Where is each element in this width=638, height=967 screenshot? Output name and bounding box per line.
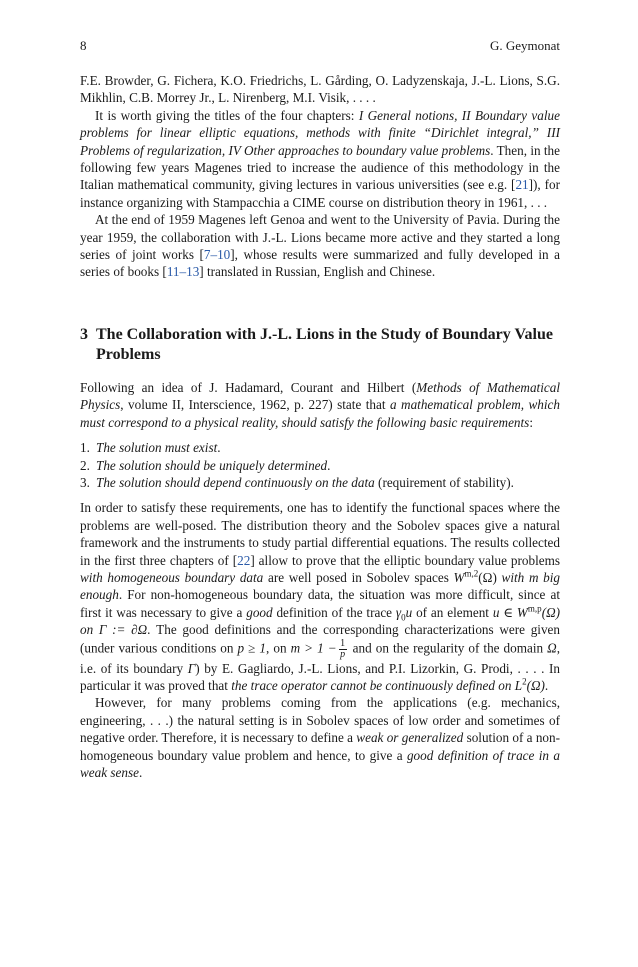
citation-link[interactable]: 11–13 (166, 264, 200, 280)
citation-link[interactable]: 21 (515, 177, 529, 193)
list-item: 1. The solution must exist. (80, 440, 221, 456)
section-number: 3 (80, 325, 88, 343)
requirements-list (80, 439, 560, 491)
citation-link[interactable]: 7–10 (203, 247, 231, 263)
paragraph-hadamard: Following an idea of J. Hadamard, Courant and Hilbert (Methods of Mathematical Physics, volume II, Interscience, 1962, p. 227) state that a mathematical problem, which must correspond to a physical reality, should satisfy the following basic requirements: (80, 379, 561, 430)
paragraph-names: F.E. Browder, G. Fichera, K.O. Friedrichs, L. Gårding, O. Ladyzenskaja, J.-L. Lions, S.G. Mikhlin, C.B. Morrey Jr., L. Nirenberg, M.I. Visik, . . . . (80, 73, 560, 106)
list-item: 3. The solution should depend continuously on the data (requirement of stability). (80, 474, 514, 490)
paragraph-sobolev: In order to satisfy these requirements, one has to identify the functional spaces where the problems are well-posed. The distribution theory and the Sobolev spaces give a natural framework and the instruments to study partial differential equations. The results collected in the first three chapters of [22] allow to prove that the elliptic boundary value problems with homogeneous boundary data are well posed in Sobolev spaces W$^{m,2}$(Ω) with m big enough. For non-homogeneous boundary data, the situation was more difficult, since at first it was necessary to give a good definition of the trace $\gamma_0u$ of an element u ∈ W$^{m,p}$(Ω) on Γ := ∂Ω. The good definitions and the corresponding characterizations were given (under various conditions on p ≥ 1, on m > 1 − $\frac{1}{p}$ and on the regularity of the domain Ω, i.e. of its boundary Γ) by E. Gagliardo, J.-L. Lions, and P.I. Lizorkin, G. Prodi, . . . . In particular it was proved that the trace operator cannot be continuously defined on $L^2(\Omega)$. (80, 500, 561, 693)
page-number: 8 (80, 38, 87, 53)
citation-link[interactable]: 22 (237, 552, 251, 568)
running-header (80, 38, 560, 54)
running-author: G. Geymonat (489, 38, 560, 53)
list-item: 2. The solution should be uniquely determined. (80, 457, 331, 473)
paragraph-chapters: It is worth giving the titles of the four chapters: I General notions, II Boundary value problems for linear elliptic equations, methods with finite “Dirichlet integral,” III Problems of regularization, IV Other approaches to boundary value problems. Then, in the following few years Magenes tried to increase the audience of this methodology in the Italian mathematical community, giving lectures in various universities (see e.g. [21]), for instance organizing with Stampacchia a CIME course on distribution theory in 1961, . . . (80, 107, 560, 210)
paragraph-pavia: At the end of 1959 Magenes left Genoa and went to the University of Pavia. During the year 1959, the collaboration with J.-L. Lions became more active and they started a long series of joint works [7–10], whose results were summarized and fully developed in a series of books [11–13] translated in Russian, English and Chinese. (80, 212, 560, 280)
fraction: $\frac{1}{p}$ (340, 637, 346, 660)
section-heading (80, 325, 560, 365)
section-title: The Collaboration with J.-L. Lions in the Study of Boundary Value Problems (96, 325, 553, 363)
page (80, 38, 560, 781)
paragraph-weak-trace: However, for many problems coming from the applications (e.g. mechanics, engineering, . . .) the natural setting is in Sobolev spaces of low order and sometimes of negative order. Therefore, it is necessary to define a weak or generalized solution of a non-homogeneous boundary value problem and hence, to give a good definition of trace in a weak sense. (80, 695, 560, 780)
